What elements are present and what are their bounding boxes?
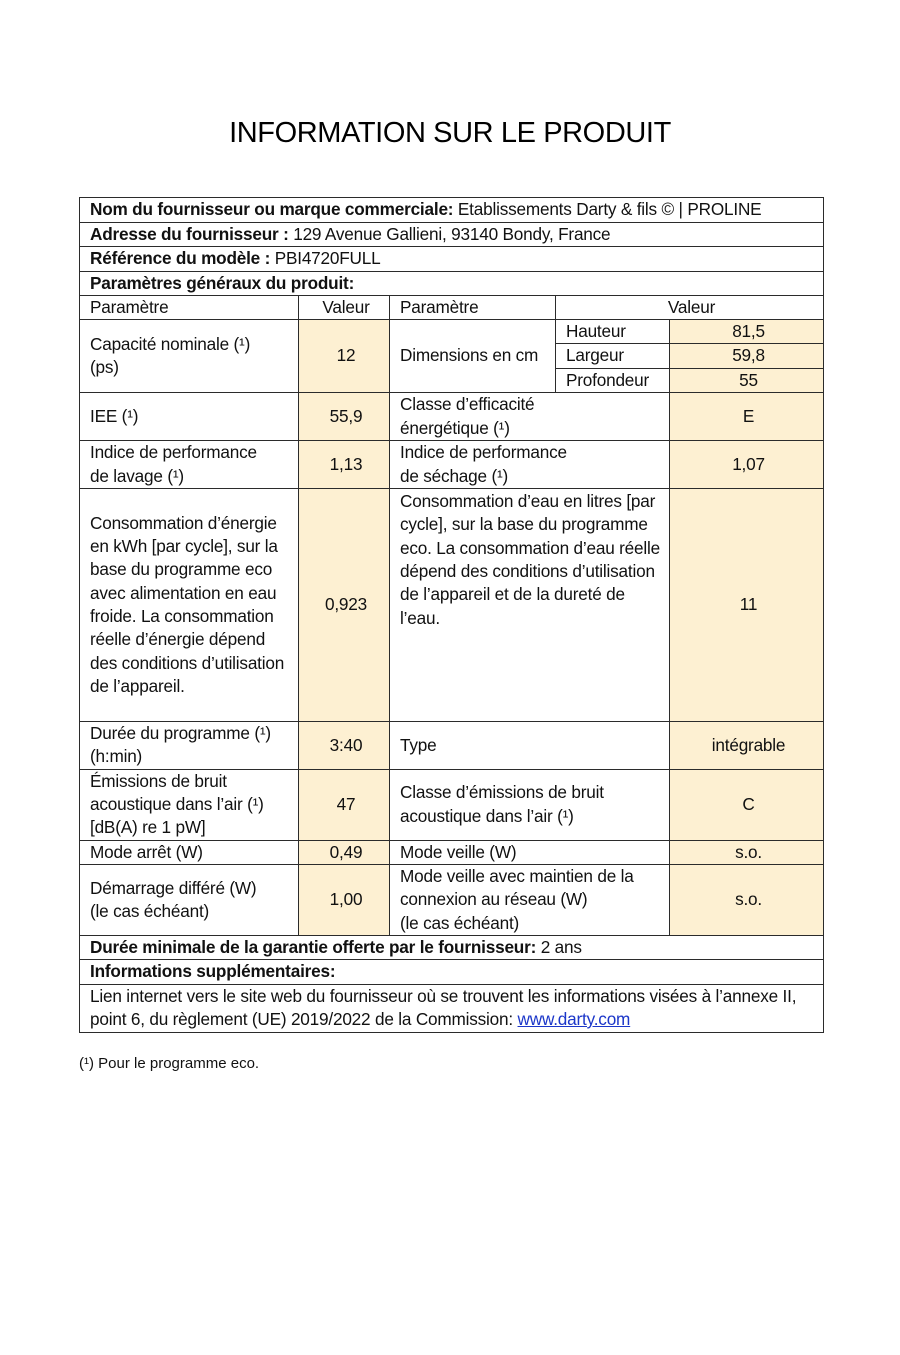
iee-value: 55,9: [299, 393, 390, 441]
address-row: [80, 223, 824, 247]
model-row: [80, 247, 824, 271]
standby-label: Mode veille (W): [390, 840, 670, 864]
noise-label: Émissions de bruit acoustique dans l’air (¹) [dB(A) re 1 pW]: [80, 769, 299, 840]
footnote-mark: (¹): [79, 1055, 94, 1072]
delay-row: [80, 864, 824, 935]
supplier-row: [80, 198, 824, 223]
width-label: Largeur: [556, 344, 670, 368]
footnote: [79, 1055, 259, 1072]
noise-class-value: C: [670, 769, 824, 840]
model-cell: [80, 247, 824, 271]
warranty-label: Durée minimale de la garantie offerte par le fournisseur:: [90, 936, 537, 957]
additional-text: Lien internet vers le site web du fournisseur où se trouvent les informations visées à l’annexe II, point 6, du règlement (UE) 2019/2022 de la Commission:: [90, 985, 797, 1030]
address-value: 129 Avenue Gallieni, 93140 Bondy, France: [293, 224, 611, 244]
model-value: PBI4720FULL: [274, 248, 381, 269]
depth-value: 55: [670, 368, 824, 392]
network-standby-label: Mode veille avec maintien de la connexion au réseau (W) (le cas échéant): [390, 864, 670, 935]
delay-value: 1,00: [299, 864, 390, 935]
energy-class-value: E: [670, 393, 824, 441]
additional-heading-row: [80, 960, 824, 984]
column-header-row: [80, 295, 824, 319]
supplier-cell: [80, 198, 824, 223]
noise-class-label: Classe d’émissions de bruit acoustique dans l’air (¹): [390, 769, 670, 840]
column-header-value: Valeur: [299, 295, 390, 319]
water-consumption-value: 11: [670, 489, 824, 722]
column-header-value2: Valeur: [556, 295, 824, 319]
duration-label: Durée du programme (¹) (h:min): [80, 722, 299, 770]
noise-row: [80, 769, 824, 840]
consumption-row: [80, 489, 824, 722]
drying-index-value: 1,07: [670, 441, 824, 489]
noise-value: 47: [299, 769, 390, 840]
type-value: intégrable: [670, 722, 824, 770]
page-title: INFORMATION SUR LE PRODUIT: [229, 117, 671, 149]
energy-class-label: Classe d’efficacité énergétique (¹): [390, 393, 670, 441]
dimensions-label: Dimensions en cm: [390, 320, 556, 393]
model-label: Référence du modèle :: [90, 248, 271, 269]
general-params-label: Paramètres généraux du produit:: [90, 272, 355, 293]
type-label: Type: [390, 722, 670, 770]
general-params-row: [80, 271, 824, 295]
duration-value: 3:40: [299, 722, 390, 770]
additional-heading: Informations supplémentaires:: [90, 961, 336, 982]
energy-consumption-label: Consommation d’énergie en kWh [par cycle], sur la base du programme eco avec alimentation en eau froide. La consommation réelle d’énergie dépend des conditions d’utilisation de l’appareil.: [80, 489, 299, 722]
column-header-param: Paramètre: [80, 295, 299, 319]
product-info-table: [79, 197, 824, 1033]
supplier-website-link[interactable]: www.darty.com: [517, 1009, 631, 1030]
iee-row: [80, 393, 824, 441]
warranty-cell: [80, 935, 824, 959]
off-mode-value: 0,49: [299, 840, 390, 864]
additional-text-cell: [80, 984, 824, 1032]
capacity-row: [80, 320, 824, 344]
supplier-label: Nom du fournisseur ou marque commerciale:: [90, 199, 454, 220]
additional-text-row: [80, 984, 824, 1032]
drying-index-label: Indice de performance de séchage (¹): [390, 441, 670, 489]
capacity-label: Capacité nominale (¹) (ps): [80, 320, 299, 393]
warranty-row: [80, 935, 824, 959]
energy-consumption-value: 0,923: [299, 489, 390, 722]
column-header-param2: Paramètre: [390, 295, 556, 319]
height-label: Hauteur: [556, 320, 670, 344]
general-params-heading: [80, 271, 824, 295]
height-value: 81,5: [670, 320, 824, 344]
footnote-text: Pour le programme eco.: [98, 1055, 260, 1072]
standby-value: s.o.: [670, 840, 824, 864]
off-mode-label: Mode arrêt (W): [80, 840, 299, 864]
delay-label: Démarrage différé (W) (le cas échéant): [80, 864, 299, 935]
water-consumption-label: Consommation d’eau en litres [par cycle], sur la base du programme eco. La consommation d’eau réelle dépend des conditions d’utilisation de l’appareil et de la dureté de l’eau.: [390, 489, 670, 722]
duration-row: [80, 722, 824, 770]
address-label: Adresse du fournisseur :: [90, 224, 289, 244]
iee-label: IEE (¹): [80, 393, 299, 441]
performance-row: [80, 441, 824, 489]
depth-label: Profondeur: [556, 368, 670, 392]
washing-index-label: Indice de performance de lavage (¹): [80, 441, 299, 489]
warranty-value: 2 ans: [540, 936, 582, 957]
width-value: 59,8: [670, 344, 824, 368]
address-cell: [80, 223, 824, 247]
supplier-value: Etablissements Darty & fils © | PROLINE: [457, 199, 762, 220]
network-standby-value: s.o.: [670, 864, 824, 935]
off-mode-row: [80, 840, 824, 864]
additional-heading-cell: [80, 960, 824, 984]
washing-index-value: 1,13: [299, 441, 390, 489]
capacity-value: 12: [299, 320, 390, 393]
